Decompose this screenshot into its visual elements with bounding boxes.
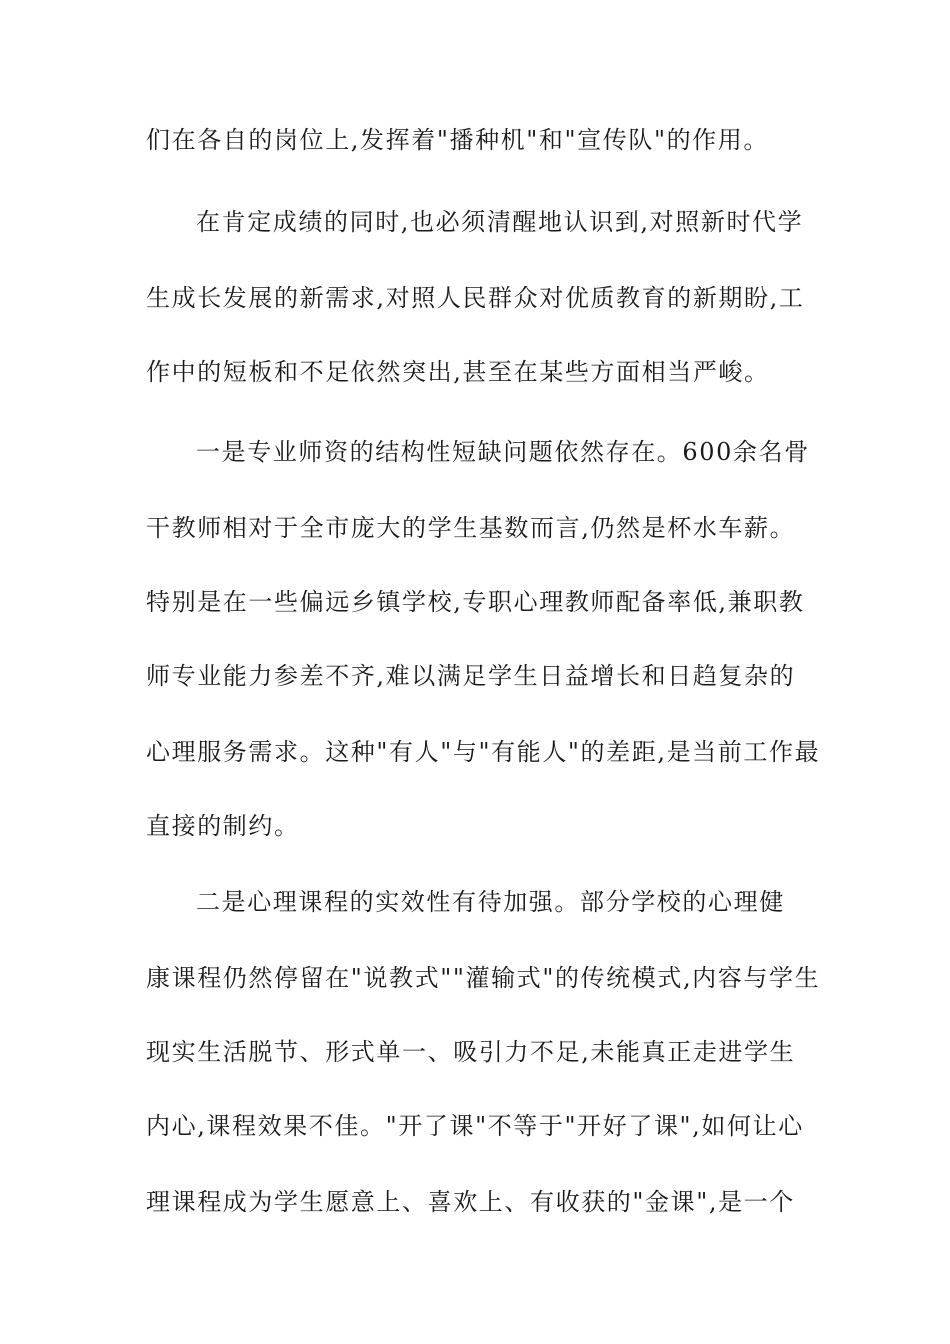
text-line: 现实生活脱节、形式单一、吸引力不足,未能真正走进学生: [146, 1038, 796, 1066]
text-line: 干教师相对于全市庞大的学生基数而言,仍然是杯水车薪。: [146, 514, 796, 542]
text-line: 生成长发展的新需求,对照人民群众对优质教育的新期盼,工: [146, 284, 805, 312]
text-line: 二是心理课程的实效性有待加强。部分学校的心理健: [196, 888, 785, 916]
text-line: 理课程成为学生愿意上、喜欢上、有收获的"金课",是一个: [146, 1188, 795, 1216]
text-line: 特别是在一些偏远乡镇学校,专职心理教师配备率低,兼职教: [146, 588, 805, 616]
text-line: 心理服务需求。这种"有人"与"有能人"的差距,是当前工作最: [146, 738, 821, 766]
text-line: 康课程仍然停留在"说教式""灌输式"的传统模式,内容与学生: [146, 964, 821, 992]
text-line: 们在各自的岗位上,发挥着"播种机"和"宣传队"的作用。: [146, 126, 769, 154]
text-line: 师专业能力参差不齐,难以满足学生日益增长和日趋复杂的: [146, 662, 796, 690]
text-line: 一是专业师资的结构性短缺问题依然存在。600余名骨: [196, 438, 810, 466]
text-line: 作中的短板和不足依然突出,甚至在某些方面相当严峻。: [146, 358, 770, 386]
text-line: 在肯定成绩的同时,也必须清醒地认识到,对照新时代学: [196, 208, 804, 236]
text-line: 内心,课程效果不佳。"开了课"不等于"开好了课",如何让心: [146, 1112, 804, 1140]
text-line: 直接的制约。: [146, 812, 300, 840]
